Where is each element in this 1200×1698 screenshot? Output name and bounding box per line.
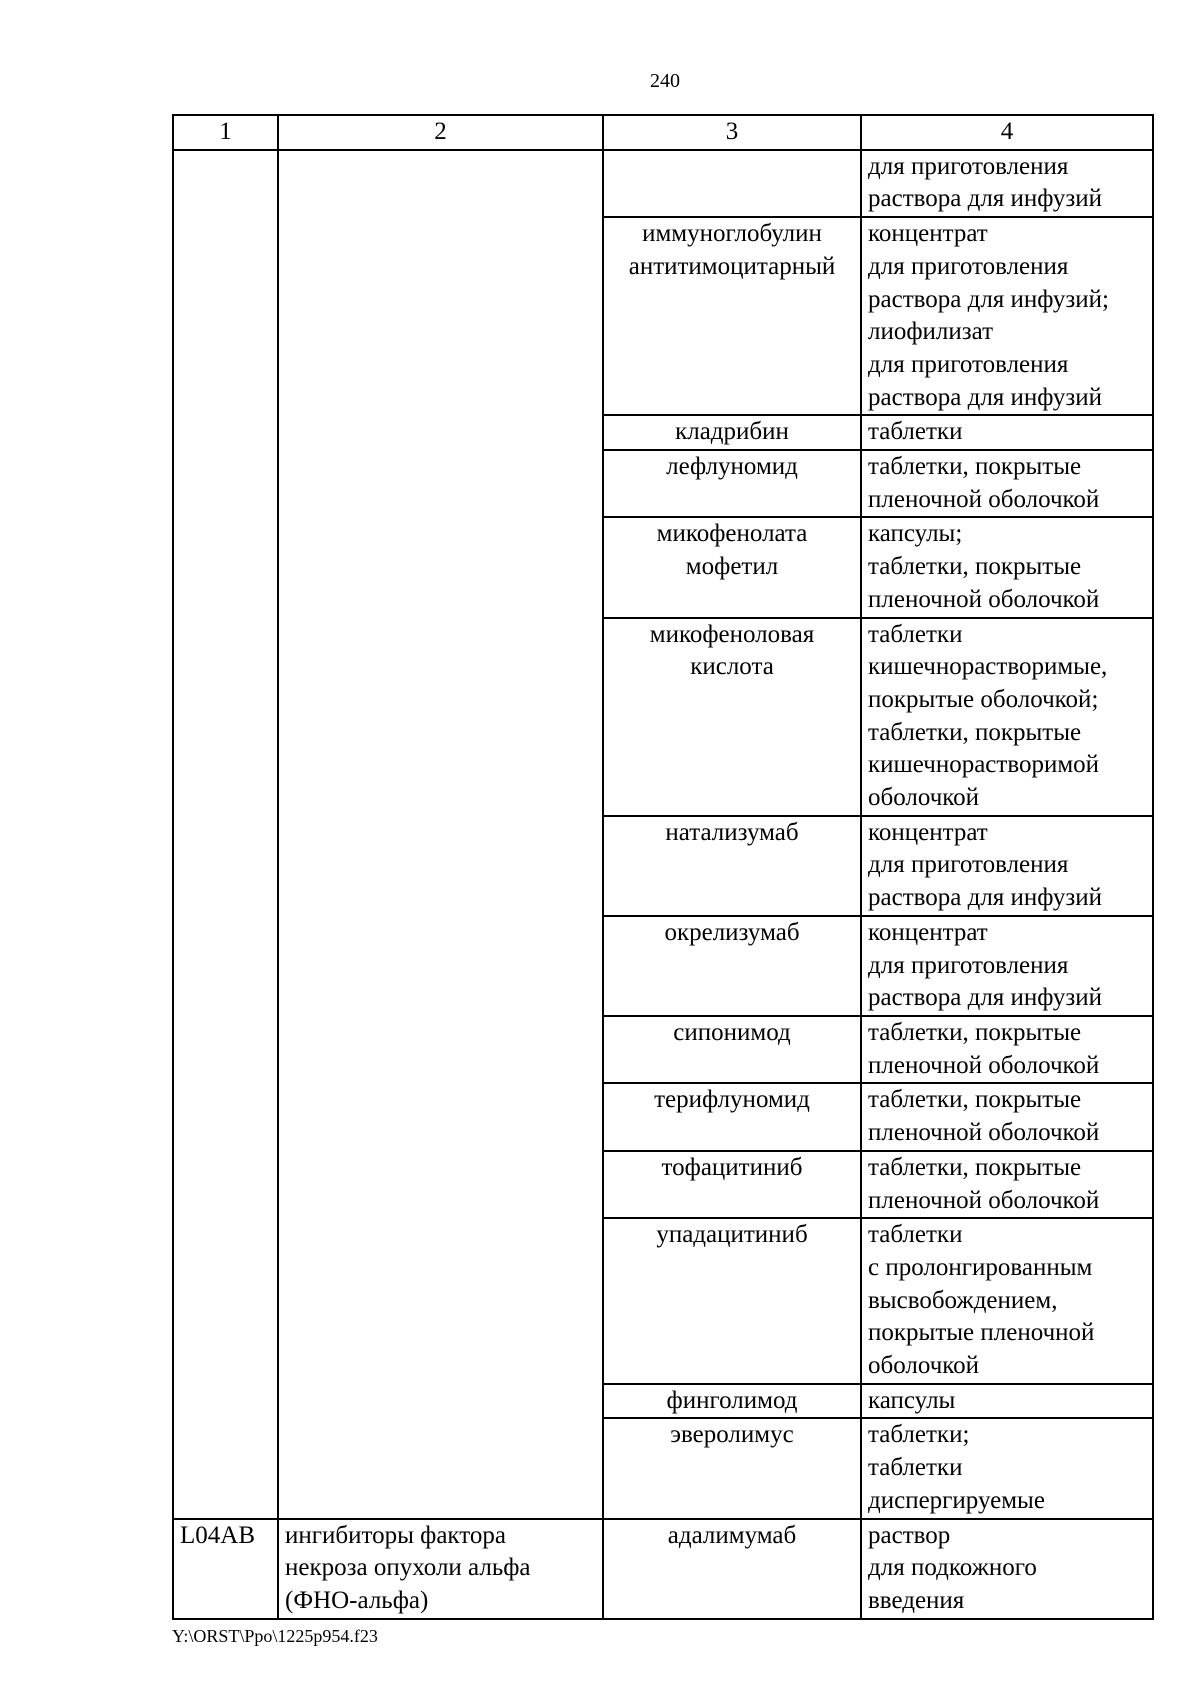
dosage-form-cell-line: пленочной оболочкой	[868, 585, 1100, 613]
dosage-form-cell	[861, 1083, 1153, 1150]
group-name-cell	[278, 1519, 603, 1619]
header-col-3: 3	[603, 115, 861, 150]
dosage-form-cell	[861, 1519, 1153, 1619]
dosage-form-cell	[861, 1016, 1153, 1083]
dosage-form-cell-line: таблетки	[868, 620, 963, 648]
dosage-form-cell-line: таблетки, покрытые	[868, 1018, 1082, 1046]
drug-name-cell-line: иммуноглобулин	[642, 220, 822, 248]
dosage-form-cell-line: покрытые пленочной	[868, 1319, 1095, 1347]
dosage-form-cell-line: концентрат	[868, 220, 988, 248]
group-name-cell-line: ингибиторы фактора	[285, 1521, 506, 1549]
table-body	[173, 150, 1153, 1619]
dosage-form-cell-line: для подкожного	[868, 1554, 1037, 1582]
header-col-1: 1	[173, 115, 278, 150]
dosage-form-cell-line: для приготовления	[868, 152, 1069, 180]
dosage-form-cell	[861, 217, 1153, 415]
dosage-form-cell-line: пленочной оболочкой	[868, 1119, 1100, 1147]
dosage-form-cell-line: раствора для инфузий	[868, 383, 1103, 411]
dosage-form-cell-line: кишечнорастворимые,	[868, 653, 1108, 681]
dosage-form-cell	[861, 1218, 1153, 1384]
dosage-form-cell-line: таблетки, покрытые	[868, 1086, 1082, 1114]
drug-name-cell	[603, 217, 861, 415]
dosage-form-cell-line: для приготовления	[868, 951, 1069, 979]
dosage-form-cell-line: диспергируемые	[868, 1486, 1045, 1514]
dosage-form-cell-line: кишечнорастворимой	[868, 751, 1100, 779]
drug-name-cell-line: финголимод	[666, 1386, 798, 1414]
dosage-form-cell-line: капсулы;	[868, 520, 963, 548]
dosage-form-cell-line: оболочкой	[868, 784, 980, 812]
dosage-form-cell-line: таблетки, покрытые	[868, 718, 1082, 746]
dosage-form-cell	[861, 1418, 1153, 1518]
drug-name-cell-line: адалимумаб	[667, 1521, 797, 1549]
dosage-form-cell	[861, 1384, 1153, 1419]
drug-name-cell	[603, 618, 861, 816]
dosage-form-cell-line: оболочкой	[868, 1352, 980, 1380]
drug-name-cell	[603, 1218, 861, 1384]
dosage-form-cell	[861, 150, 1153, 217]
drug-name-cell	[603, 1519, 861, 1619]
dosage-form-cell-line: с пролонгированным	[868, 1253, 1093, 1281]
dosage-form-cell-line: таблетки;	[868, 1421, 970, 1449]
dosage-form-cell	[861, 517, 1153, 617]
dosage-form-cell	[861, 618, 1153, 816]
drug-name-cell	[603, 1418, 861, 1518]
dosage-form-cell-line: раствора для инфузий	[868, 884, 1103, 912]
dosage-form-cell-line: покрытые оболочкой;	[868, 685, 1099, 713]
drug-name-cell	[603, 450, 861, 517]
dosage-form-cell-line: таблетки, покрытые	[868, 453, 1082, 481]
drug-name-cell	[603, 150, 861, 217]
dosage-form-cell-line: пленочной оболочкой	[868, 485, 1100, 513]
dosage-form-cell-line: концентрат	[868, 818, 988, 846]
page-number: 240	[650, 70, 680, 92]
dosage-form-cell-line: капсулы	[868, 1386, 956, 1414]
drug-name-cell-line: сипонимод	[673, 1018, 791, 1046]
group-name-cell	[278, 150, 603, 1519]
dosage-form-cell-line: концентрат	[868, 918, 988, 946]
group-name-cell-line: некроза опухоли альфа	[285, 1554, 531, 1582]
dosage-form-cell-line: таблетки, покрытые	[868, 553, 1082, 581]
dosage-form-cell	[861, 415, 1153, 450]
drug-name-cell	[603, 1384, 861, 1419]
dosage-form-cell-line: для приготовления	[868, 252, 1069, 280]
group-name-cell-line: (ФНО-альфа)	[285, 1586, 429, 1614]
dosage-form-cell-line: таблетки	[868, 1221, 963, 1249]
drug-name-cell-line: терифлуномид	[654, 1086, 810, 1114]
drug-name-cell-line: мофетил	[685, 553, 779, 581]
dosage-form-cell	[861, 450, 1153, 517]
drug-name-cell-line: кладрибин	[675, 418, 789, 446]
drug-name-cell	[603, 816, 861, 916]
drug-name-cell	[603, 415, 861, 450]
dosage-form-cell	[861, 916, 1153, 1016]
dosage-form-cell-line: таблетки	[868, 418, 963, 446]
dosage-form-cell-line: пленочной оболочкой	[868, 1051, 1100, 1079]
table-row	[173, 1519, 1153, 1619]
dosage-form-cell-line: таблетки	[868, 1454, 963, 1482]
header-row	[173, 115, 1153, 150]
drug-name-cell-line: лефлуномид	[666, 453, 798, 481]
dosage-form-cell-line: высвобождением,	[868, 1286, 1058, 1314]
dosage-form-cell-line: введения	[868, 1586, 965, 1614]
dosage-form-cell	[861, 1151, 1153, 1218]
drug-name-cell-line: упадацитиниб	[656, 1221, 808, 1249]
drug-name-cell	[603, 517, 861, 617]
header-col-4: 4	[861, 115, 1153, 150]
drug-name-cell-line: антитимоцитарный	[628, 252, 836, 280]
dosage-form-cell-line: таблетки, покрытые	[868, 1153, 1082, 1181]
drug-name-cell	[603, 1016, 861, 1083]
atc-code-cell: L04AB	[173, 1519, 278, 1619]
atc-code-cell	[173, 150, 278, 1519]
dosage-form-cell-line: лиофилизат	[868, 318, 994, 346]
drug-table	[172, 114, 1154, 1620]
dosage-form-cell-line: пленочной оболочкой	[868, 1186, 1100, 1214]
drug-name-cell	[603, 1083, 861, 1150]
dosage-form-cell-line: раствор	[868, 1521, 951, 1549]
dosage-form-cell-line: для приготовления	[868, 350, 1069, 378]
drug-name-cell-line: микофеноловая	[649, 620, 815, 648]
dosage-form-cell-line: для приготовления	[868, 851, 1069, 879]
drug-name-cell-line: натализумаб	[665, 818, 799, 846]
drug-name-cell-line: кислота	[690, 653, 774, 681]
dosage-form-cell-line: раствора для инфузий	[868, 984, 1103, 1012]
drug-name-cell	[603, 916, 861, 1016]
drug-name-cell-line: эверолимус	[670, 1421, 794, 1449]
dosage-form-cell-line: раствора для инфузий	[868, 185, 1103, 213]
dosage-form-cell	[861, 816, 1153, 916]
file-path-footer: Y:\ORST\Ppo\1225p954.f23	[172, 1626, 378, 1646]
table-header	[173, 115, 1153, 150]
drug-name-cell-line: микофенолата	[656, 520, 808, 548]
header-col-2: 2	[278, 115, 603, 150]
table-row	[173, 150, 1153, 217]
dosage-form-cell-line: раствора для инфузий;	[868, 285, 1109, 313]
drug-name-cell-line: тофацитиниб	[661, 1153, 803, 1181]
drug-name-cell	[603, 1151, 861, 1218]
drug-name-cell-line: окрелизумаб	[664, 918, 800, 946]
